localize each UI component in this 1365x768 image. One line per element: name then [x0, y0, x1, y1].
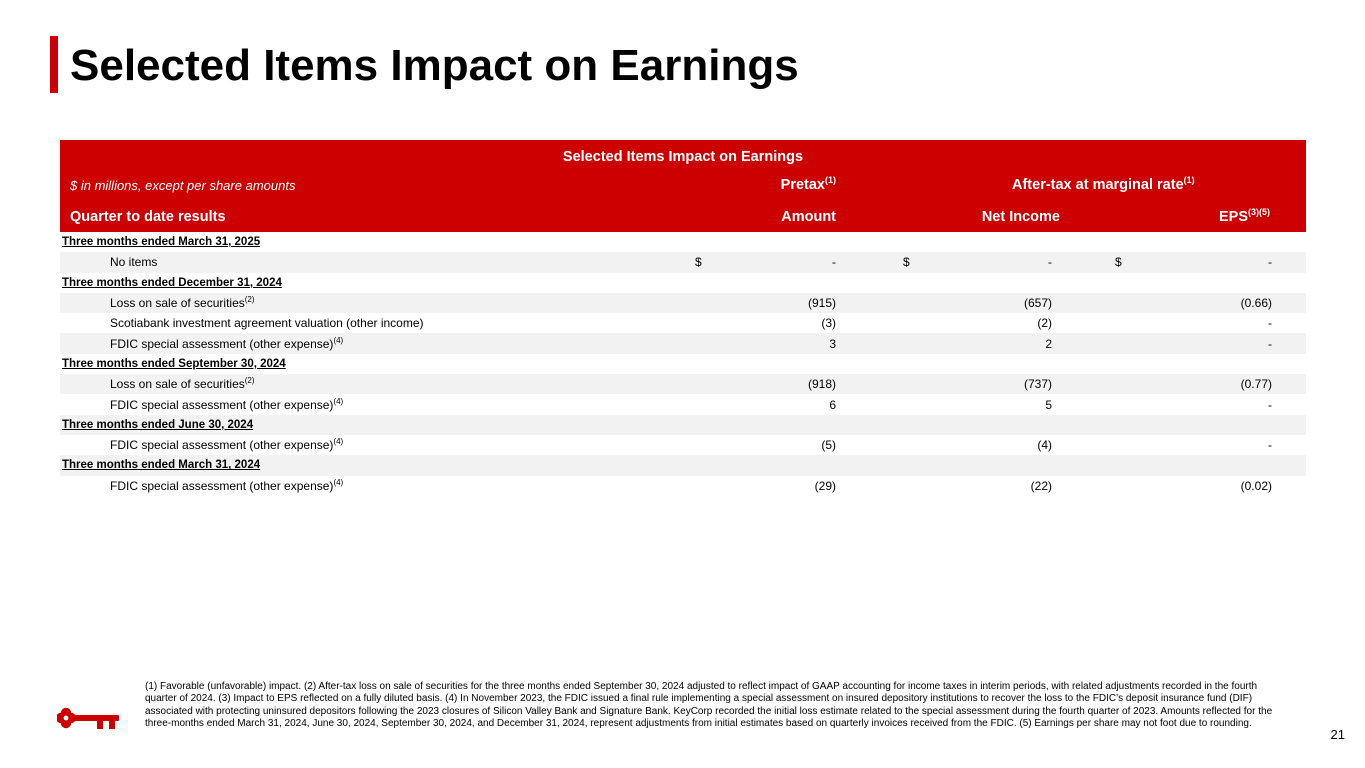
eps-value: - [1268, 438, 1272, 453]
net-income-value: 5 [1045, 397, 1052, 412]
item-label: FDIC special assessment (other expense)$^{(4)}$ [110, 437, 344, 453]
item-label: Loss on sale of securities$^{(2)}$ [110, 295, 255, 311]
page-number: 21 [1330, 727, 1345, 742]
section-row [60, 354, 1306, 374]
item-label: Scotiabank investment agreement valuation (other income) [110, 316, 424, 331]
pretax-amount: 3 [829, 336, 836, 351]
section-label: Three months ended March 31, 2024 [62, 459, 261, 472]
eps-value: (0.77) [1240, 377, 1272, 392]
table-header [60, 140, 1306, 232]
pretax-amount: 6 [829, 397, 836, 412]
pretax-amount: (918) [807, 377, 836, 392]
net-income-value: (737) [1023, 377, 1052, 392]
eps-value: - [1268, 316, 1272, 331]
earnings-table [60, 140, 1306, 496]
item-label: No items [110, 255, 158, 270]
net-income-value: (22) [1030, 478, 1052, 493]
net-income-value: - [1048, 255, 1052, 270]
pretax-amount: - [832, 255, 836, 270]
pretax-amount: (29) [814, 478, 836, 493]
eps-value: - [1268, 397, 1272, 412]
section-row [60, 232, 1306, 252]
table-row [60, 333, 1306, 353]
eps-value: - [1268, 336, 1272, 351]
item-label: FDIC special assessment (other expense)$^{(4)}$ [110, 335, 344, 351]
section-row [60, 415, 1306, 435]
section-label: Three months ended June 30, 2024 [62, 418, 254, 431]
pretax-amount: (915) [807, 296, 836, 311]
eps-col-header: $EPS^{(3)(5)}$ [1218, 207, 1270, 225]
currency-symbol: $ [1115, 255, 1122, 270]
qtd-label: Quarter to date results [70, 209, 226, 225]
eps-value: (0.66) [1240, 296, 1272, 311]
footnote: (1) Favorable (unfavorable) impact. (2) After-tax loss on sale of securities for the three months ended September 30, 2024 adjusted to reflect impact of GAAP accounting for income taxes in interim periods, with related adjustments recorded in the fourth quarter of 2024. (3) Impact to EPS reflected on a fully diluted basis. (4) In November 2023, the FDIC issued a final rule implementing a special assessment on insured depository institutions to recover the loss to the FDIC’s deposit insurance fund (DIF) associated with protecting uninsured depositors following the 2023 closures of Silicon Valley Bank and Signature Bank. KeyCorp recorded the initial loss estimate related to the special assessment during the fourth quarter of 2023. Amounts reflected for the three-months ended March 31, 2024, June 30, 2024, September 30, 2024, and December 31, 2024, represent adjustments from initial estimates based on quarterly invoices received from the FDIC. (5) Earnings per share may not foot due to rounding. [145, 681, 1273, 730]
section-label: Three months ended March 31, 2025 [62, 236, 261, 249]
currency-symbol: $ [903, 255, 910, 270]
item-label: Loss on sale of securities$^{(2)}$ [110, 376, 255, 392]
amount-col-header: Amount [781, 209, 836, 225]
table-row [60, 435, 1306, 455]
net-income-col-header: Net Income [981, 209, 1060, 225]
table-row [60, 374, 1306, 394]
item-label: FDIC special assessment (other expense)$^{(4)}$ [110, 477, 344, 493]
pretax-header: Pretax$^{(1)}$ [780, 175, 836, 193]
title-accent-bar [50, 36, 58, 93]
key-logo-icon [57, 704, 123, 732]
table-caption: Selected Items Impact on Earnings [562, 149, 804, 165]
net-income-value: 2 [1045, 336, 1052, 351]
section-label: Three months ended December 31, 2024 [62, 276, 282, 289]
table-body [60, 232, 1306, 496]
table-row [60, 293, 1306, 313]
table-row [60, 313, 1306, 333]
aftertax-header: After-tax at marginal rate$^{(1)}$ [1012, 175, 1195, 193]
net-income-value: (657) [1023, 296, 1052, 311]
table-row [60, 394, 1306, 414]
section-row [60, 273, 1306, 293]
section-row [60, 455, 1306, 475]
page-title: Selected Items Impact on Earnings [70, 41, 799, 90]
eps-value: - [1268, 255, 1272, 270]
net-income-value: (4) [1037, 438, 1052, 453]
net-income-value: (2) [1037, 316, 1052, 331]
eps-value: (0.02) [1240, 478, 1272, 493]
table-row [60, 476, 1306, 496]
units-note: $ in millions, except per share amounts [70, 178, 296, 193]
item-label: FDIC special assessment (other expense)$^{(4)}$ [110, 396, 344, 412]
table-row [60, 252, 1306, 272]
pretax-amount: (3) [821, 316, 836, 331]
pretax-amount: (5) [821, 438, 836, 453]
currency-symbol: $ [695, 255, 702, 270]
section-label: Three months ended September 30, 2024 [62, 357, 286, 370]
